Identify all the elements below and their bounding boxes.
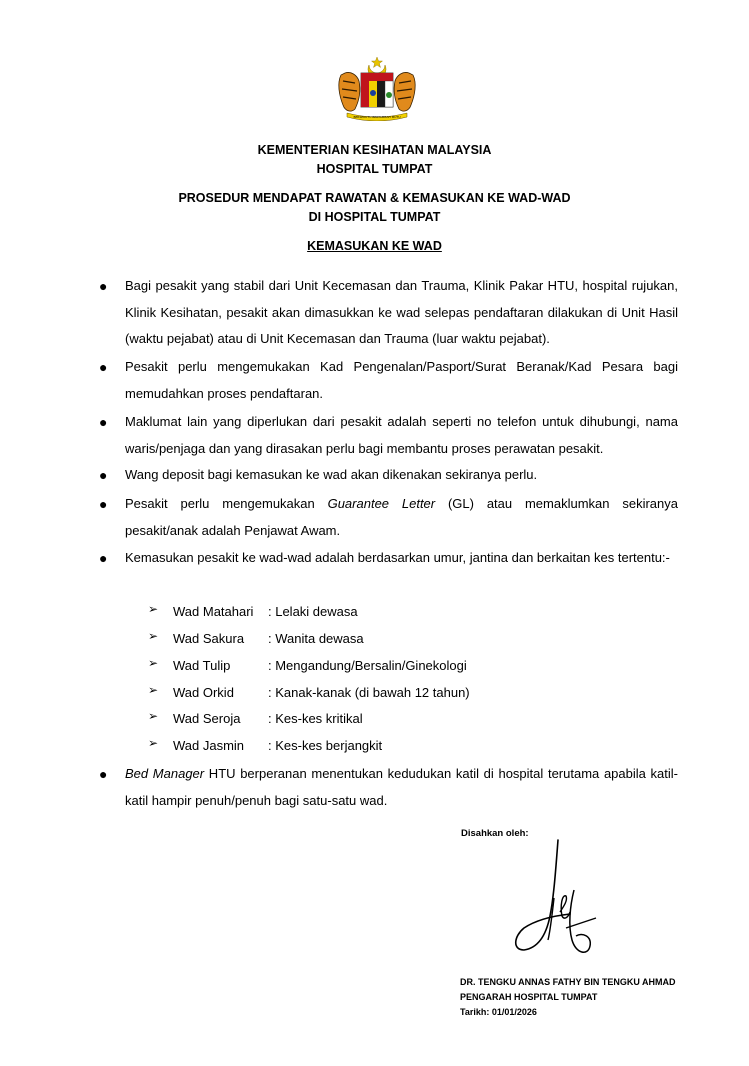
bullet-dot-icon: ● <box>99 278 108 294</box>
list-item: Bagi pesakit yang stabil dari Unit Kecemasan dan Trauma, Klinik Pakar HTU, hospital rujukan, Klinik Kesihatan, pesakit akan dimasukkan ke wad selepas pendaftaran dilakukan di Unit Hasil (waktu pejabat) atau di Unit Kecemasan dan Trauma (luar waktu pejabat). <box>125 278 678 346</box>
signatory-name: DR. TENGKU ANNAS FATHY BIN TENGKU AHMAD <box>460 977 676 987</box>
hospital-name: HOSPITAL TUMPAT <box>316 162 433 176</box>
ward-name: Wad Matahari <box>173 604 254 619</box>
ward-row <box>0 599 749 625</box>
ward-row <box>0 680 749 706</box>
arrowhead-bullet-icon: ➢ <box>148 656 159 670</box>
signature-date: Tarikh: 01/01/2026 <box>460 1007 537 1017</box>
arrowhead-bullet-icon: ➢ <box>148 683 159 697</box>
ward-description: : Kanak-kanak (di bawah 12 tahun) <box>268 685 470 700</box>
ward-name: Wad Tulip <box>173 658 231 673</box>
ward-row <box>0 653 749 679</box>
bullet-dot-icon: ● <box>99 496 108 512</box>
ward-row <box>0 626 749 652</box>
list-item-text: HTU berperanan menentukan kedudukan katil di hospital terutama apabila katil-katil hampir penuh/penuh bagi satu-satu wad. <box>125 766 678 808</box>
handwritten-signature <box>510 836 610 970</box>
list-item-text: Pesakit perlu mengemukakan <box>125 496 328 511</box>
bullet-dot-icon: ● <box>99 414 108 430</box>
bullet-dot-icon: ● <box>99 766 108 782</box>
ministry-name: KEMENTERIAN KESIHATAN MALAYSIA <box>257 143 492 157</box>
ward-name: Wad Seroja <box>173 711 241 726</box>
svg-text:BERSEKUTU BERTAMBAH MUTU: BERSEKUTU BERTAMBAH MUTU <box>353 115 401 119</box>
list-item: Maklumat lain yang diperlukan dari pesakit adalah seperti no telefon untuk dihubungi, nama waris/penjaga dan yang dirasakan perlu bagi membantu proses perawatan pesakit. <box>125 414 678 456</box>
bullet-dot-icon: ● <box>99 550 108 566</box>
ward-row <box>0 733 749 759</box>
ward-name: Wad Orkid <box>173 685 234 700</box>
approved-by-label: Disahkan oleh: <box>461 828 529 839</box>
ward-description: : Lelaki dewasa <box>268 604 358 619</box>
malaysia-crest-logo <box>333 55 421 121</box>
list-item: Wang deposit bagi kemasukan ke wad akan dikenakan sekiranya perlu. <box>125 467 538 482</box>
arrowhead-bullet-icon: ➢ <box>148 602 159 616</box>
list-item <box>125 761 678 814</box>
ward-row <box>0 706 749 732</box>
list-item-emphasis: Guarantee Letter <box>327 496 436 511</box>
arrowhead-bullet-icon: ➢ <box>148 709 159 723</box>
list-item-text: (GL) atau memaklumkan sekiranya pesakit/anak adalah Penjawat Awam. <box>125 496 678 538</box>
ward-description: : Kes-kes kritikal <box>268 711 363 726</box>
document-title-line1: PROSEDUR MENDAPAT RAWATAN & KEMASUKAN KE WAD-WAD <box>178 191 571 205</box>
ward-description: : Wanita dewasa <box>268 631 364 646</box>
signatory-position: PENGARAH HOSPITAL TUMPAT <box>460 992 598 1002</box>
list-item <box>125 491 678 544</box>
list-item-emphasis: Bed Manager <box>125 766 205 781</box>
ward-name: Wad Jasmin <box>173 738 245 753</box>
bullet-dot-icon: ● <box>99 467 108 483</box>
signatory-block <box>460 975 676 1020</box>
list-item: Kemasukan pesakit ke wad-wad adalah berdasarkan umur, jantina dan berkaitan kes tertentu:- <box>125 550 670 565</box>
arrowhead-bullet-icon: ➢ <box>148 736 159 750</box>
ward-description: : Mengandung/Bersalin/Ginekologi <box>268 658 467 673</box>
arrowhead-bullet-icon: ➢ <box>148 629 159 643</box>
ward-name: Wad Sakura <box>173 631 245 646</box>
ward-description: : Kes-kes berjangkit <box>268 738 383 753</box>
document-title-line2: DI HOSPITAL TUMPAT <box>308 210 441 224</box>
bullet-dot-icon: ● <box>99 359 108 375</box>
section-heading: KEMASUKAN KE WAD <box>307 239 442 253</box>
list-item: Pesakit perlu mengemukakan Kad Pengenalan/Pasport/Surat Beranak/Kad Pesara bagi memudahkan proses pendaftaran. <box>125 359 678 401</box>
